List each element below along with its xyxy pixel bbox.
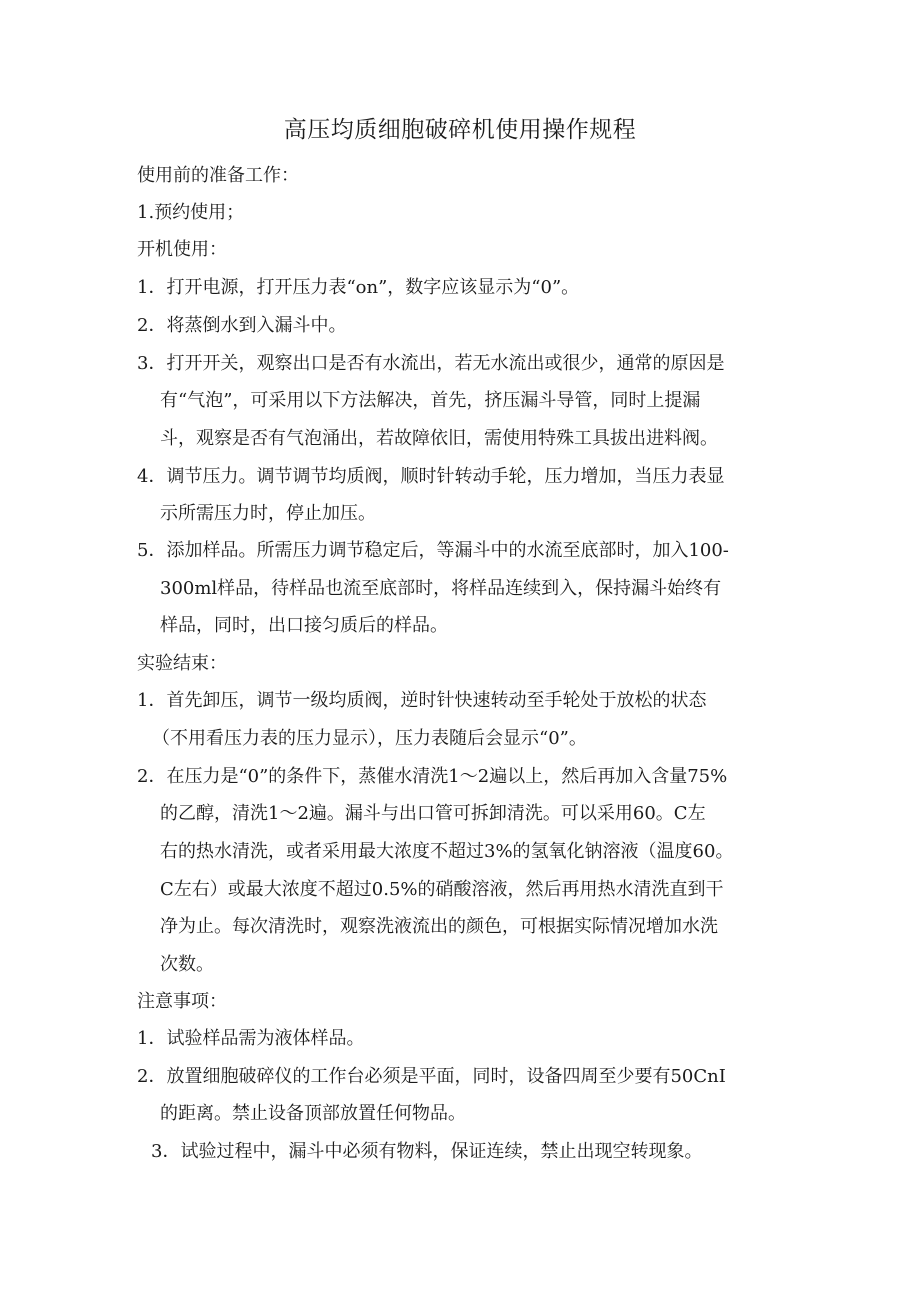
item-continuation: 示所需压力时，停止加压。 bbox=[160, 503, 376, 524]
section-heading-prep: 使用前的准备工作： bbox=[137, 165, 299, 186]
item-continuation: 的乙醇，清洗1〜2遍。漏斗与出口管可拆卸清洗。可以采用60。C左 bbox=[160, 803, 706, 824]
item-continuation: 的距离。禁止设备顶部放置任何物品。 bbox=[160, 1103, 466, 1124]
item-continuation: （不用看压力表的压力显示），压力表随后会显示“0”。 bbox=[152, 728, 587, 749]
item-text: ．打开开关，观察出口是否有水流出，若无水流出或很少，通常的原因是 bbox=[148, 353, 725, 374]
item-text: ．在压力是“0”的条件下，蒸催水清洗1〜2遍以上，然后再加入含量75% bbox=[148, 766, 728, 787]
item-text: ．将蒸倒水到入漏斗中。 bbox=[148, 315, 347, 336]
list-item bbox=[137, 764, 727, 790]
section-heading-start: 开机使用： bbox=[137, 239, 227, 260]
item-text: ．添加样品。所需压力调节稳定后，等漏斗中的水流至底部时，加入100- bbox=[148, 540, 729, 561]
item-number: 1 bbox=[137, 1028, 149, 1049]
item-number: 1. bbox=[137, 202, 155, 223]
list-item bbox=[137, 275, 579, 301]
list-item bbox=[137, 351, 724, 377]
list-item bbox=[137, 1064, 726, 1090]
item-continuation: 右的热水清洗，或者采用最大浓度不超过3%的氢氧化钠溶液（温度60。 bbox=[160, 841, 734, 862]
item-number: 4 bbox=[137, 466, 149, 487]
item-number: 1 bbox=[137, 690, 149, 711]
item-continuation: 300ml样品，待样品也流至底部时，将样品连续到入，保持漏斗始终有 bbox=[160, 578, 722, 599]
list-item bbox=[151, 1139, 702, 1165]
list-item bbox=[137, 464, 724, 490]
item-continuation: C左右）或最大浓度不超过0.5%的硝酸溶液，然后再用热水清洗直到干 bbox=[160, 879, 724, 900]
item-text: ．调节压力。调节调节均质阀，顺时针转动手轮，压力增加，当压力表显 bbox=[148, 466, 725, 487]
item-continuation: 有“气泡”，可采用以下方法解决，首先，挤压漏斗导管，同时上提漏 bbox=[160, 390, 701, 411]
section-heading-notes: 注意事项： bbox=[137, 991, 227, 1012]
section-heading-end: 实验结束： bbox=[137, 653, 227, 674]
item-number: 2 bbox=[137, 315, 149, 336]
item-text: ．放置细胞破碎仪的工作台必须是平面，同时，设备四周至少要有50CnI bbox=[148, 1066, 726, 1087]
item-continuation: 样品，同时，出口接匀质后的样品。 bbox=[160, 615, 448, 636]
document-title: 高压均质细胞破碎机使用操作规程 bbox=[283, 117, 637, 143]
item-text: ．试验样品需为液体样品。 bbox=[148, 1028, 365, 1049]
item-number: 2 bbox=[137, 1066, 149, 1087]
item-continuation: 次数。 bbox=[160, 954, 214, 975]
item-text: ．首先卸压，调节一级均质阀，逆时针快速转动至手轮处于放松的状态 bbox=[148, 690, 707, 711]
item-continuation: 净为止。每次清洗时，观察洗液流出的颜色，可根据实际情况增加水洗 bbox=[160, 916, 718, 937]
item-text: 预约使用； bbox=[154, 202, 245, 223]
item-number: 3 bbox=[151, 1141, 163, 1162]
list-item bbox=[137, 313, 346, 339]
item-text: ．试验过程中，漏斗中必须有物料，保证连续，禁止出现空转现象。 bbox=[162, 1141, 703, 1162]
item-continuation: 斗，观察是否有气泡涌出，若故障依旧，需使用特殊工具拔出进料阀。 bbox=[160, 428, 718, 449]
list-item bbox=[137, 1026, 364, 1052]
list-item bbox=[137, 200, 244, 226]
item-number: 3 bbox=[137, 353, 149, 374]
list-item bbox=[137, 688, 706, 714]
item-text: ．打开电源，打开压力表“on”，数字应该显示为“0”。 bbox=[148, 277, 580, 298]
item-number: 2 bbox=[137, 766, 149, 787]
list-item bbox=[137, 538, 729, 564]
item-number: 1 bbox=[137, 277, 149, 298]
item-number: 5 bbox=[137, 540, 149, 561]
